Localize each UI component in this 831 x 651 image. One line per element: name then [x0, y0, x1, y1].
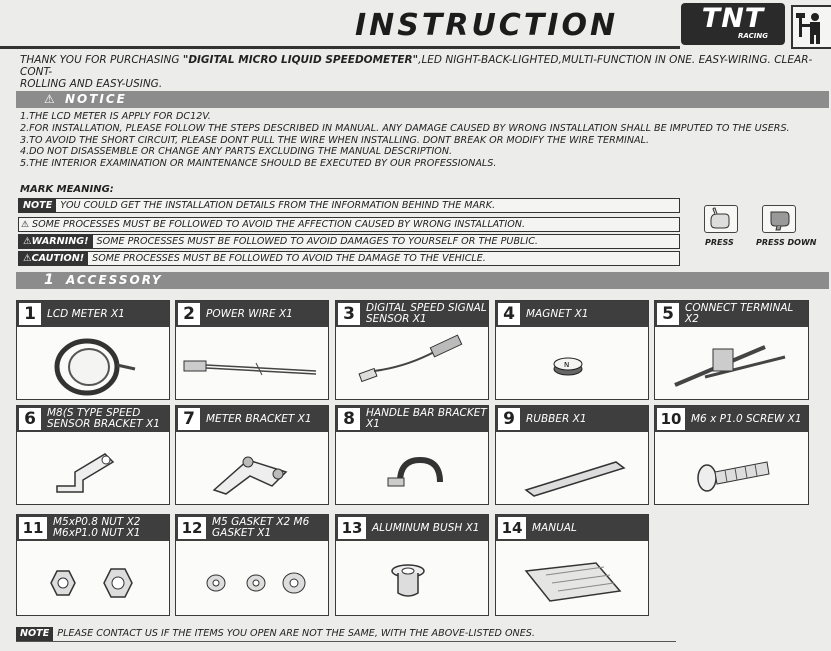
handle-bar-bracket-image [336, 432, 488, 504]
item-label: LCD METER X1 [47, 307, 125, 320]
note-text: YOU COULD GET THE INSTALLATION DETAILS FROM THE INFORMATION BEHIND THE MARK. [60, 200, 496, 211]
item-label: HANDLE BAR BRACKET X1 [366, 407, 487, 430]
warning-triangle-icon: ⚠ [23, 236, 32, 247]
manual-image [496, 541, 648, 615]
intro-text [20, 54, 820, 90]
intro-product: "DIGITAL MICRO LIQUID SPEEDOMETER" [182, 54, 419, 66]
logo-text: TNT [701, 3, 765, 34]
accessory-item-connect-terminal [654, 300, 809, 400]
caution-tag-label: CAUTION! [31, 253, 85, 264]
notice-bar [16, 91, 829, 108]
item-label: M5 GASKET X2 M6 GASKET X1 [212, 516, 310, 539]
accessory-item-nuts [16, 514, 170, 616]
item-label: DIGITAL SPEED SIGNAL SENSOR X1 [366, 302, 487, 325]
caution-tag [19, 252, 88, 265]
press-hand-icon [704, 205, 738, 233]
notice-item: 4.DO NOT DISASSEMBLE OR CHANGE ANY PARTS EXCLUDING THE MANUAL DESCRIPTION. [20, 146, 453, 158]
accessory-item-aluminum-bush [335, 514, 489, 616]
item-number: 2 [178, 303, 200, 325]
item-label: MAGNET X1 [526, 307, 589, 320]
notice-heading: NOTICE [64, 92, 127, 106]
accessory-item-meter-bracket [175, 405, 329, 505]
mark-caution-row [18, 251, 680, 266]
intro-line2: ROLLING AND EASY-USING. [20, 78, 163, 90]
svg-text:N: N [564, 361, 570, 369]
section-number: 1 [44, 272, 56, 288]
accessory-item-manual [495, 514, 649, 616]
press-down-label: PRESS DOWN [756, 238, 817, 247]
item-label: M8(S TYPE SPEED SENSOR BRACKET X1 [47, 407, 160, 430]
accessory-bar [16, 272, 829, 289]
accessory-item-screw [654, 405, 809, 505]
item-label: RUBBER X1 [526, 412, 587, 425]
mark-warning-row [18, 234, 680, 249]
aluminum-bush-image [336, 541, 488, 615]
sensor-bracket-image [17, 432, 169, 504]
notice-list [20, 111, 830, 170]
item-label: MANUAL [532, 521, 577, 534]
gaskets-image [176, 541, 328, 615]
accessory-item-speed-sensor [335, 300, 489, 400]
intro-suffix: ,LED NIGHT-BACK-LIGHTED,MULTI-FUNCTION IN ONE. EASY-WIRING. CLEAR-CONT- [20, 54, 813, 78]
press-down-hand-icon [762, 205, 796, 233]
page-title: INSTRUCTION [355, 8, 619, 43]
lcd-meter-image [17, 327, 169, 399]
accessory-item-power-wire [175, 300, 329, 400]
nuts-image [17, 541, 169, 615]
footer-note-tag: NOTE [16, 627, 53, 641]
accessory-item-gaskets [175, 514, 329, 616]
notice-item: 1.THE LCD METER IS APPLY FOR DC12V. [20, 111, 211, 122]
warning-triangle-icon: ⚠ [44, 92, 57, 106]
item-number: 8 [338, 408, 360, 430]
warning-text: SOME PROCESSES MUST BE FOLLOWED TO AVOID DAMAGES TO YOURSELF OR THE PUBLIC. [96, 236, 538, 247]
item-label: POWER WIRE X1 [206, 307, 293, 320]
note-tag: NOTE [19, 199, 56, 212]
speed-sensor-image [336, 327, 488, 399]
connect-terminal-image [655, 327, 808, 399]
logo-subtext: RACING [738, 32, 768, 40]
accessory-item-rubber [495, 405, 649, 505]
item-number: 11 [19, 517, 47, 539]
caution-text: SOME PROCESSES MUST BE FOLLOWED TO AVOID THE DAMAGE TO THE VEHICLE. [92, 253, 486, 264]
warning-triangle-icon: ⚠ [23, 253, 32, 264]
intro-prefix: THANK YOU FOR PURCHASING [20, 54, 183, 66]
triangle-text: SOME PROCESSES MUST BE FOLLOWED TO AVOID THE AFFECTION CAUSED BY WRONG INSTALLATION. [32, 219, 525, 230]
press-label: PRESS [705, 238, 734, 247]
brand-logo [681, 3, 785, 45]
accessory-item-magnet [495, 300, 649, 400]
item-label: CONNECT TERMINAL X2 [685, 302, 794, 325]
warning-tag-label: WARNING! [31, 236, 89, 247]
magnet-image [496, 327, 648, 399]
power-wire-image [176, 327, 328, 399]
accessory-heading: ACCESSORY [65, 273, 163, 287]
mark-meaning-heading: MARK MEANING: [20, 184, 114, 195]
item-number: 7 [178, 408, 200, 430]
item-number: 5 [657, 303, 679, 325]
rubber-image [496, 432, 648, 504]
item-label: METER BRACKET X1 [206, 412, 312, 425]
item-number: 6 [19, 408, 41, 430]
item-number: 14 [498, 517, 526, 539]
item-number: 13 [338, 517, 366, 539]
mark-triangle-row [18, 217, 680, 232]
item-label: M5xP0.8 NUT X2 M6xP1.0 NUT X1 [53, 516, 141, 539]
meter-bracket-image [176, 432, 328, 504]
title-underline [0, 46, 680, 49]
notice-item: 3.TO AVOID THE SHORT CIRCUIT, PLEASE DONT PULL THE WIRE WHEN INSTALLING. DONT BREAK OR MODIFY THE WIRE TERMINAL. [20, 134, 650, 146]
warning-triangle-icon: ⚠ [21, 220, 30, 230]
footer-note-text: PLEASE CONTACT US IF THE ITEMS YOU OPEN ARE NOT THE SAME, WITH THE ABOVE-LISTED ONES. [57, 628, 535, 639]
item-number: 1 [19, 303, 41, 325]
item-number: 10 [657, 408, 685, 430]
notice-item: 5.THE INTERIOR EXAMINATION OR MAINTENANCE SHOULD BE EXECUTED BY OUR PROFESSIONALS. [20, 158, 497, 170]
item-label: M6 x P1.0 SCREW X1 [691, 412, 802, 425]
item-number: 3 [338, 303, 360, 325]
accessory-item-sensor-bracket [16, 405, 170, 505]
accessory-item-handle-bar-bracket [335, 405, 489, 505]
item-number: 12 [178, 517, 206, 539]
footer-note [16, 627, 676, 642]
accessory-item-lcd-meter [16, 300, 170, 400]
warning-tag [19, 235, 93, 248]
item-number: 4 [498, 303, 520, 325]
screw-image [655, 432, 808, 504]
item-label: ALUMINUM BUSH X1 [372, 521, 480, 534]
notice-item: 2.FOR INSTALLATION, PLEASE FOLLOW THE STEPS DESCRIBED IN MANUAL. ANY DAMAGE CAUSED BY WRONG INSTALLATION SHALL BE IMPUTED TO THE USERS. [20, 122, 790, 134]
item-number: 9 [498, 408, 520, 430]
wrench-person-icon [791, 5, 831, 49]
mark-note-row [18, 198, 680, 213]
